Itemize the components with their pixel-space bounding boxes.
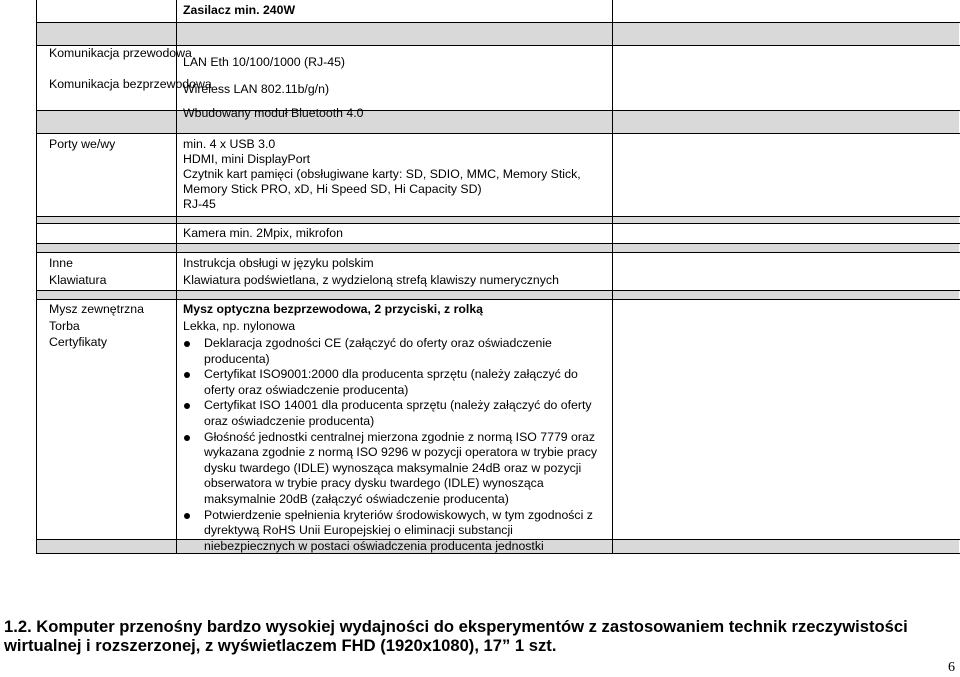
wireless-value: Wireless LAN 802.11b/g/n) xyxy=(183,82,330,96)
certificate-item-text: niebezpiecznych w postaci oświadczenia producenta jednostki xyxy=(204,538,544,553)
certificate-item-text: dysku twardego (IDLE) wynosząca maksymalnie 24dB oraz w pozycji xyxy=(204,460,582,475)
page-number: 6 xyxy=(948,660,955,675)
row-border xyxy=(36,290,960,291)
ports-label: Porty we/wy xyxy=(49,137,116,151)
row-border xyxy=(36,299,960,300)
wireless-comm-label: Komunikacja bezprzewodowa xyxy=(49,77,212,91)
row-border xyxy=(36,223,960,224)
power-supply-value: Zasilacz min. 240W xyxy=(183,3,296,17)
ports-value: Memory Stick PRO, xD, Hi Speed SD, Hi Capacity SD) xyxy=(183,182,482,196)
keyboard-label: Klawiatura xyxy=(49,273,107,287)
keyboard-value: Klawiatura podświetlana, z wydzieloną strefą klawiszy numerycznych xyxy=(183,273,559,287)
certificate-item-text: wykazana zgodnie z normą ISO 9296 w pozycji operatora w trybie pracy xyxy=(204,445,598,460)
certificate-item-text: obserwatora w trybie pracy dysku twardego (IDLE) wynosząca xyxy=(204,476,544,491)
wired-comm-label: Komunikacja przewodowa xyxy=(49,46,192,60)
section-heading: 1.2. Komputer przenośny bardzo wysokiej wydajności do eksperymentów z zastosowaniem technik rzeczywistości xyxy=(4,617,908,636)
certificate-item-text: dyrektywą RoHS Unii Europejskiej o eliminacji substancji xyxy=(204,523,513,538)
mouse-label: Mysz zewnętrzna xyxy=(49,302,144,316)
certificate-item-text: oferty oraz oświadczenie producenta) xyxy=(204,382,409,397)
bag-label: Torba xyxy=(49,319,80,333)
ports-value: HDMI, mini DisplayPort xyxy=(183,152,311,166)
camera-value: Kamera min. 2Mpix, mikrofon xyxy=(183,226,343,240)
lan-value: LAN Eth 10/100/1000 (RJ-45) xyxy=(183,55,346,69)
other-value: Instrukcja obsługi w języku polskim xyxy=(183,256,374,270)
row-border xyxy=(36,243,960,244)
row-border xyxy=(36,133,960,134)
certificates-label: Certyfikaty xyxy=(49,335,108,349)
bluetooth-value: Wbudowany moduł Bluetooth 4.0 xyxy=(183,106,364,120)
certificate-item-text: Głośność jednostki centralnej mierzona zgodnie z normą ISO 7779 oraz xyxy=(204,429,595,444)
certificate-item-text: oraz oświadczenie producenta) xyxy=(204,414,375,428)
ports-value: Czytnik kart pamięci (obsługiwane karty: SD, SDIO, MMC, Memory Stick, xyxy=(183,167,581,181)
bullet-icon xyxy=(184,435,190,441)
certificate-item-text: Certyfikat ISO9001:2000 dla producenta sprzętu (należy załączyć do xyxy=(204,367,578,382)
bullet-icon xyxy=(184,513,190,519)
column-divider xyxy=(612,0,613,553)
certificate-item-text: Deklaracja zgodności CE (załączyć do oferty oraz oświadczenie xyxy=(204,336,552,350)
bullet-icon xyxy=(184,341,190,347)
ports-value: min. 4 x USB 3.0 xyxy=(183,137,276,151)
row-border xyxy=(36,252,960,253)
row-border xyxy=(36,110,960,111)
certificate-item-text: maksymalnie 20dB (załączyć oświadczenie producenta) xyxy=(204,492,509,506)
other-label: Inne xyxy=(49,256,73,270)
certificate-item-text: Potwierdzenie spełnienia kryteriów środowiskowych, w tym zgodności z xyxy=(204,507,593,522)
row-border xyxy=(36,216,960,217)
mouse-value: Mysz optyczna bezprzewodowa, 2 przyciski, z rolką xyxy=(183,302,483,316)
certificate-item-text: Certyfikat ISO 14001 dla producenta sprzętu (należy załączyć do oferty xyxy=(204,398,592,413)
row-border xyxy=(36,22,960,23)
section-heading: wirtualnej i rozszerzonej, z wyświetlaczem FHD (1920x1080), 17” 1 szt. xyxy=(4,636,557,655)
bag-value: Lekka, np. nylonowa xyxy=(183,319,296,333)
certificate-item-text: producenta) xyxy=(204,351,270,366)
ports-value: RJ-45 xyxy=(183,197,216,211)
